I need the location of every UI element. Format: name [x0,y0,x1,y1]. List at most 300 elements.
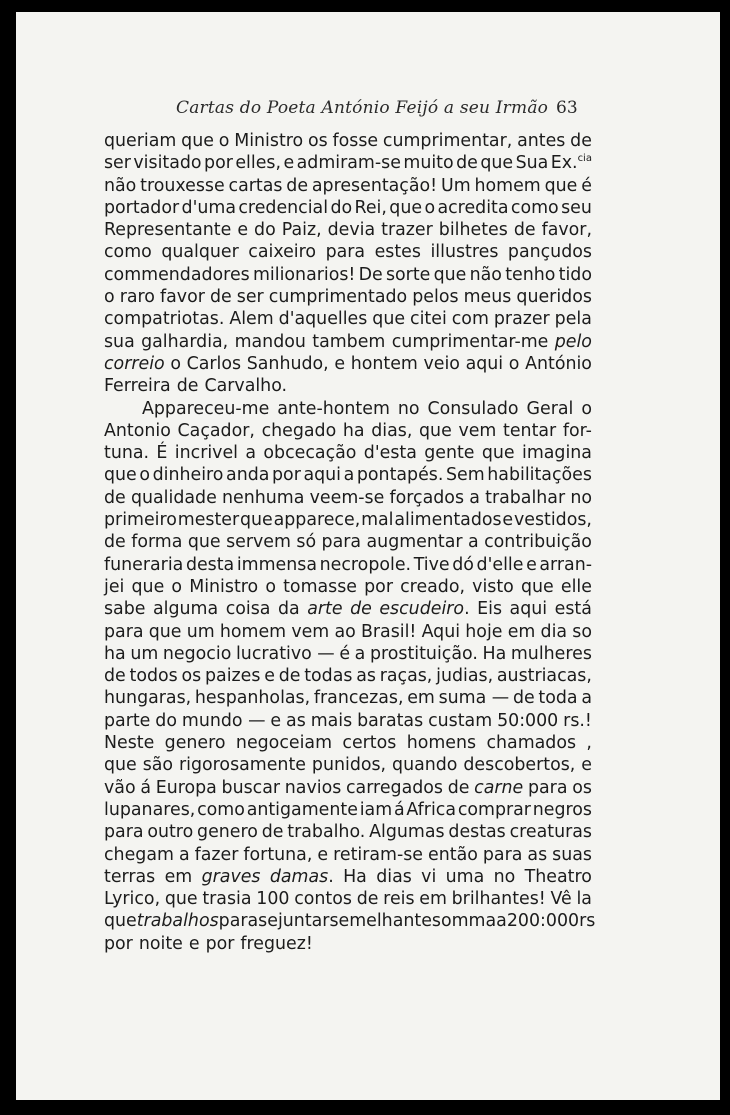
word: certos [342,733,397,754]
word: galhardia, [141,331,229,352]
word: como [510,197,559,218]
word: toda [538,688,578,709]
word: ha [104,643,126,664]
word: cartas [228,175,283,196]
word: para [527,777,568,798]
word: jei [104,576,125,597]
word: são [142,755,174,776]
word: punidos, [311,755,387,776]
word: coisa [225,599,271,620]
word: aqui [509,599,548,620]
word: que [187,532,221,553]
word: de [350,599,372,620]
word: 100 [256,889,290,910]
word: meus [463,287,512,308]
word: Lyrico, [104,889,161,910]
word: baratas [357,710,424,731]
word: favor, [541,220,592,241]
word: vão [104,777,136,798]
word: credencial [238,197,329,218]
word: habilitações [487,465,592,486]
word: com [451,309,489,330]
word: Consulado [427,398,519,419]
word: que [481,443,515,464]
word: mester [177,510,240,531]
word: só [296,532,317,553]
text-line [104,821,592,843]
word: d'uma [181,197,236,218]
word: Europa [155,777,217,798]
word: trasia [202,889,252,910]
word: de [278,666,301,687]
text-line [104,420,592,442]
word: os [307,131,328,151]
word: Ferreira [104,376,171,397]
word: á [140,777,151,798]
word: que [419,420,452,441]
word: citei [410,309,447,330]
word: o [104,287,115,308]
word: parte [104,710,151,731]
word: de [512,688,535,709]
word: é [581,175,592,196]
word: comprar [457,799,531,820]
page-number: 63 [556,98,578,118]
word: iam [359,799,393,820]
word: da [277,599,300,620]
word: e [581,755,592,776]
word: o [171,576,183,597]
text-line [104,509,592,531]
text-line [104,754,592,776]
word: carregados [346,777,443,798]
word: trazer [381,220,433,241]
word: compatriotas. [104,309,225,330]
text-line [104,398,592,420]
word: contos [294,889,352,910]
word: pela [554,309,592,330]
word: a [469,487,480,508]
word: custam [428,710,493,731]
word: funeraria [104,554,184,575]
word: elles, [235,153,281,174]
page-header [16,98,720,124]
word: augmentar [366,532,463,553]
word: dó [452,554,474,575]
word: sorte [385,264,431,285]
word: freguez! [240,933,313,954]
word: hespanholas, [194,688,311,709]
word: o [218,131,230,151]
word: o [508,353,520,374]
word: pançudos [507,242,592,263]
word: uma [445,866,485,887]
word: que [480,153,514,174]
word: Rei, [354,197,387,218]
word: chegado [261,420,337,441]
word: incrivel [174,443,239,464]
word: por [272,465,301,486]
word: immensa [236,554,317,575]
word: trabalho. [287,822,366,843]
text-line [104,598,592,620]
text-line [104,442,592,464]
word: os [572,777,592,798]
word: aqui [303,465,342,486]
word: fortuna, [243,844,313,865]
word: pelo [554,331,592,352]
word: Carlos [186,353,242,374]
word: e [283,153,295,174]
word: vestidos, [513,510,592,531]
text-line [104,866,592,888]
word: hoje [465,621,503,642]
text-line [104,353,592,375]
word: homens [406,733,477,754]
word: as [356,666,376,687]
word: de [104,666,126,687]
word: trouxesse [140,175,225,196]
word: no [397,398,420,419]
word: rigorosamente [179,755,306,776]
word: a [354,643,366,664]
word: la [576,889,592,910]
word: como [197,799,245,820]
word: dias, [371,420,413,441]
word: outro [147,822,194,843]
word: Ministro [189,576,259,597]
word: por [205,933,235,954]
word: e [526,554,537,575]
word: dinheiro [152,465,224,486]
book-page [16,12,720,1100]
word: raro [119,287,155,308]
word: e [264,666,275,687]
word: para [482,844,523,865]
word: homem [219,621,287,642]
word: Theatro [524,866,592,887]
word: buscar [221,777,281,798]
text-line [104,308,592,330]
text-line [104,732,592,754]
word: a [245,443,257,464]
word: e [502,510,514,531]
text-line [104,264,592,286]
word: o [424,197,436,218]
word: terras [104,866,156,887]
word: que [131,576,165,597]
word: sabe [104,599,146,620]
word: damas. [269,866,334,887]
word: Brasil! [360,621,417,642]
word: Sem [445,465,485,486]
word: Representante [104,220,232,241]
word: juntar [277,911,330,932]
word: Eis [477,599,503,620]
word: no [570,487,592,508]
word: bilhetes [438,220,508,241]
word: o [581,398,592,419]
word: commendadores [104,264,250,285]
word: brilhantes! [451,889,546,910]
word: negoceiam [235,733,333,754]
text-line [104,375,592,397]
word: para [104,621,144,642]
word: Caçador, [177,420,255,441]
text-line [104,687,592,709]
text-line [104,777,592,799]
word: queriam [104,131,177,151]
word: apresentação! [311,175,438,196]
word: Carvalho. [204,376,288,397]
word: pelos [412,287,459,308]
word: vem [458,420,497,441]
word: reis [383,889,415,910]
word: quando [392,755,458,776]
word: tido [558,264,592,285]
word: navios [284,777,342,798]
text-line [104,888,592,910]
word: a [178,844,190,865]
word: por [104,933,133,954]
word: suma — [438,688,510,709]
word: as [286,710,306,731]
word: que [104,911,137,932]
word: de [356,889,379,910]
paragraph [104,398,596,955]
word: para [321,532,362,553]
word: cumprimentado [268,287,408,308]
text-line [104,286,592,308]
word: francezas, [313,688,404,709]
word: Aqui [421,621,461,642]
word: hungaras, [104,688,192,709]
word: dias [376,866,412,887]
word: de [261,822,284,843]
word: , [586,733,592,754]
word: carne [474,777,524,798]
word: Um [440,175,471,196]
word: visto [472,576,514,597]
word: que [520,576,554,597]
word: portador [104,197,180,218]
word: gente [424,443,475,464]
word: e [334,353,346,374]
word: é [339,643,351,664]
word: veem-se [309,487,385,508]
word: Algumas [369,822,445,843]
word: Ha [343,866,367,887]
paragraph [104,130,592,398]
word: alguma [153,599,219,620]
word: tambem [312,331,386,352]
word: suas [552,844,592,865]
word: tenho [505,264,556,285]
word: que [239,510,273,531]
word: mal [361,510,394,531]
word: qualquer [161,242,239,263]
word: Africa [406,799,457,820]
word: e [270,710,282,731]
word: então [428,844,478,865]
text-line [104,241,592,263]
word: um [130,643,159,664]
word: descobertos, [463,755,576,776]
text-line [104,576,592,598]
word: judias, [436,666,494,687]
word: 200:000 [506,911,580,932]
word: genero [164,733,226,754]
word: ser [104,153,131,174]
word: admiram-se [296,153,401,174]
word: austriacas, [496,666,592,687]
word: queridos [516,287,592,308]
word: nenhuma [222,487,305,508]
word: semelhante [329,911,432,932]
word: que [372,309,406,330]
word: Sanhudo, [246,353,329,374]
word: acredita [437,197,509,218]
word: De [358,264,383,285]
text-line [104,710,592,732]
word: elle [560,576,592,597]
word: sua [104,331,135,352]
word: genero [197,822,258,843]
word: o [265,576,276,597]
word: chamados [486,733,577,754]
word: Alem [229,309,274,330]
word: Appareceu-me [142,398,270,419]
text-line [104,643,592,665]
word: graves [201,866,261,887]
word: não [469,264,502,285]
word: anda [226,465,270,486]
word: estes [374,242,421,263]
word: está [554,599,592,620]
word: obcecação [263,443,357,464]
word: de [286,175,309,196]
word: Neste [104,733,155,754]
word: a [343,465,355,486]
word: favor [160,287,205,308]
word: d'aquelles [278,309,368,330]
word: rs.! [563,710,592,731]
word: hontem [350,353,418,374]
word: por [364,576,393,597]
word: negros [532,799,592,820]
word: d'elle [476,554,524,575]
word: e [188,933,200,954]
word: e [317,844,329,865]
text-line [104,197,592,219]
text-line [104,799,592,821]
word: para [104,822,144,843]
word: o [139,465,150,486]
text-line [104,219,592,241]
word: em [507,621,536,642]
word: do [155,710,177,731]
word: que [389,197,423,218]
word: creaturas [509,822,592,843]
word: dia [540,621,568,642]
word: se [258,911,278,932]
text-line [104,531,592,553]
text-line [104,933,592,955]
word: Paiz, [281,220,322,241]
word: prazer [493,309,550,330]
word: arte [307,599,343,620]
word: mundo — [181,710,266,731]
word: o [170,353,181,374]
word: lucrativo — [235,643,335,664]
word: chegam [104,844,174,865]
word: veio [423,353,460,374]
word: que [433,264,467,285]
word: homem [474,175,541,196]
word: forçados [389,487,465,508]
word: do [330,197,353,218]
word: de [447,777,470,798]
word: tomasse [283,576,357,597]
text-line [104,487,592,509]
word: milionarios! [252,264,356,285]
word: que [164,889,198,910]
word: noite [138,933,183,954]
word: aqui [465,353,504,374]
word: todas [304,666,353,687]
word: as [527,844,548,865]
word: apparece, [273,510,361,531]
word: mandou [234,331,306,352]
word: ao [334,621,356,642]
word: raças, [379,666,433,687]
text-line [104,152,592,174]
word: de [176,376,199,397]
word: fazer [194,844,239,865]
word: trabalhar [485,487,566,508]
word: cumprimentar, [382,131,513,151]
word: de [104,487,126,508]
word: somma [431,911,497,932]
word: arran- [539,554,592,575]
word: em [419,889,447,910]
word: no [493,866,516,887]
word: seu [561,197,592,218]
word: vem [291,621,330,642]
word: mulheres [510,643,592,664]
word: que [104,755,137,776]
word: ha [342,420,365,441]
word: António [525,353,592,374]
word: trabalhos [136,911,219,932]
word: cumprimentar-me [391,331,549,352]
word: devia [327,220,376,241]
word: um [186,621,215,642]
word: necropole. [319,554,412,575]
word: Geral [526,398,574,419]
word: de [570,131,592,151]
word: como [104,242,152,263]
word: Sua [515,153,549,174]
running-title: Cartas do Poeta António Feijó a seu Irmão [176,98,549,118]
word: antes [517,131,566,151]
word: illustres [430,242,499,263]
word: imagina [521,443,592,464]
word: todos [129,666,178,687]
word: so [572,621,592,642]
text-line [104,554,592,576]
word: servem [226,532,291,553]
